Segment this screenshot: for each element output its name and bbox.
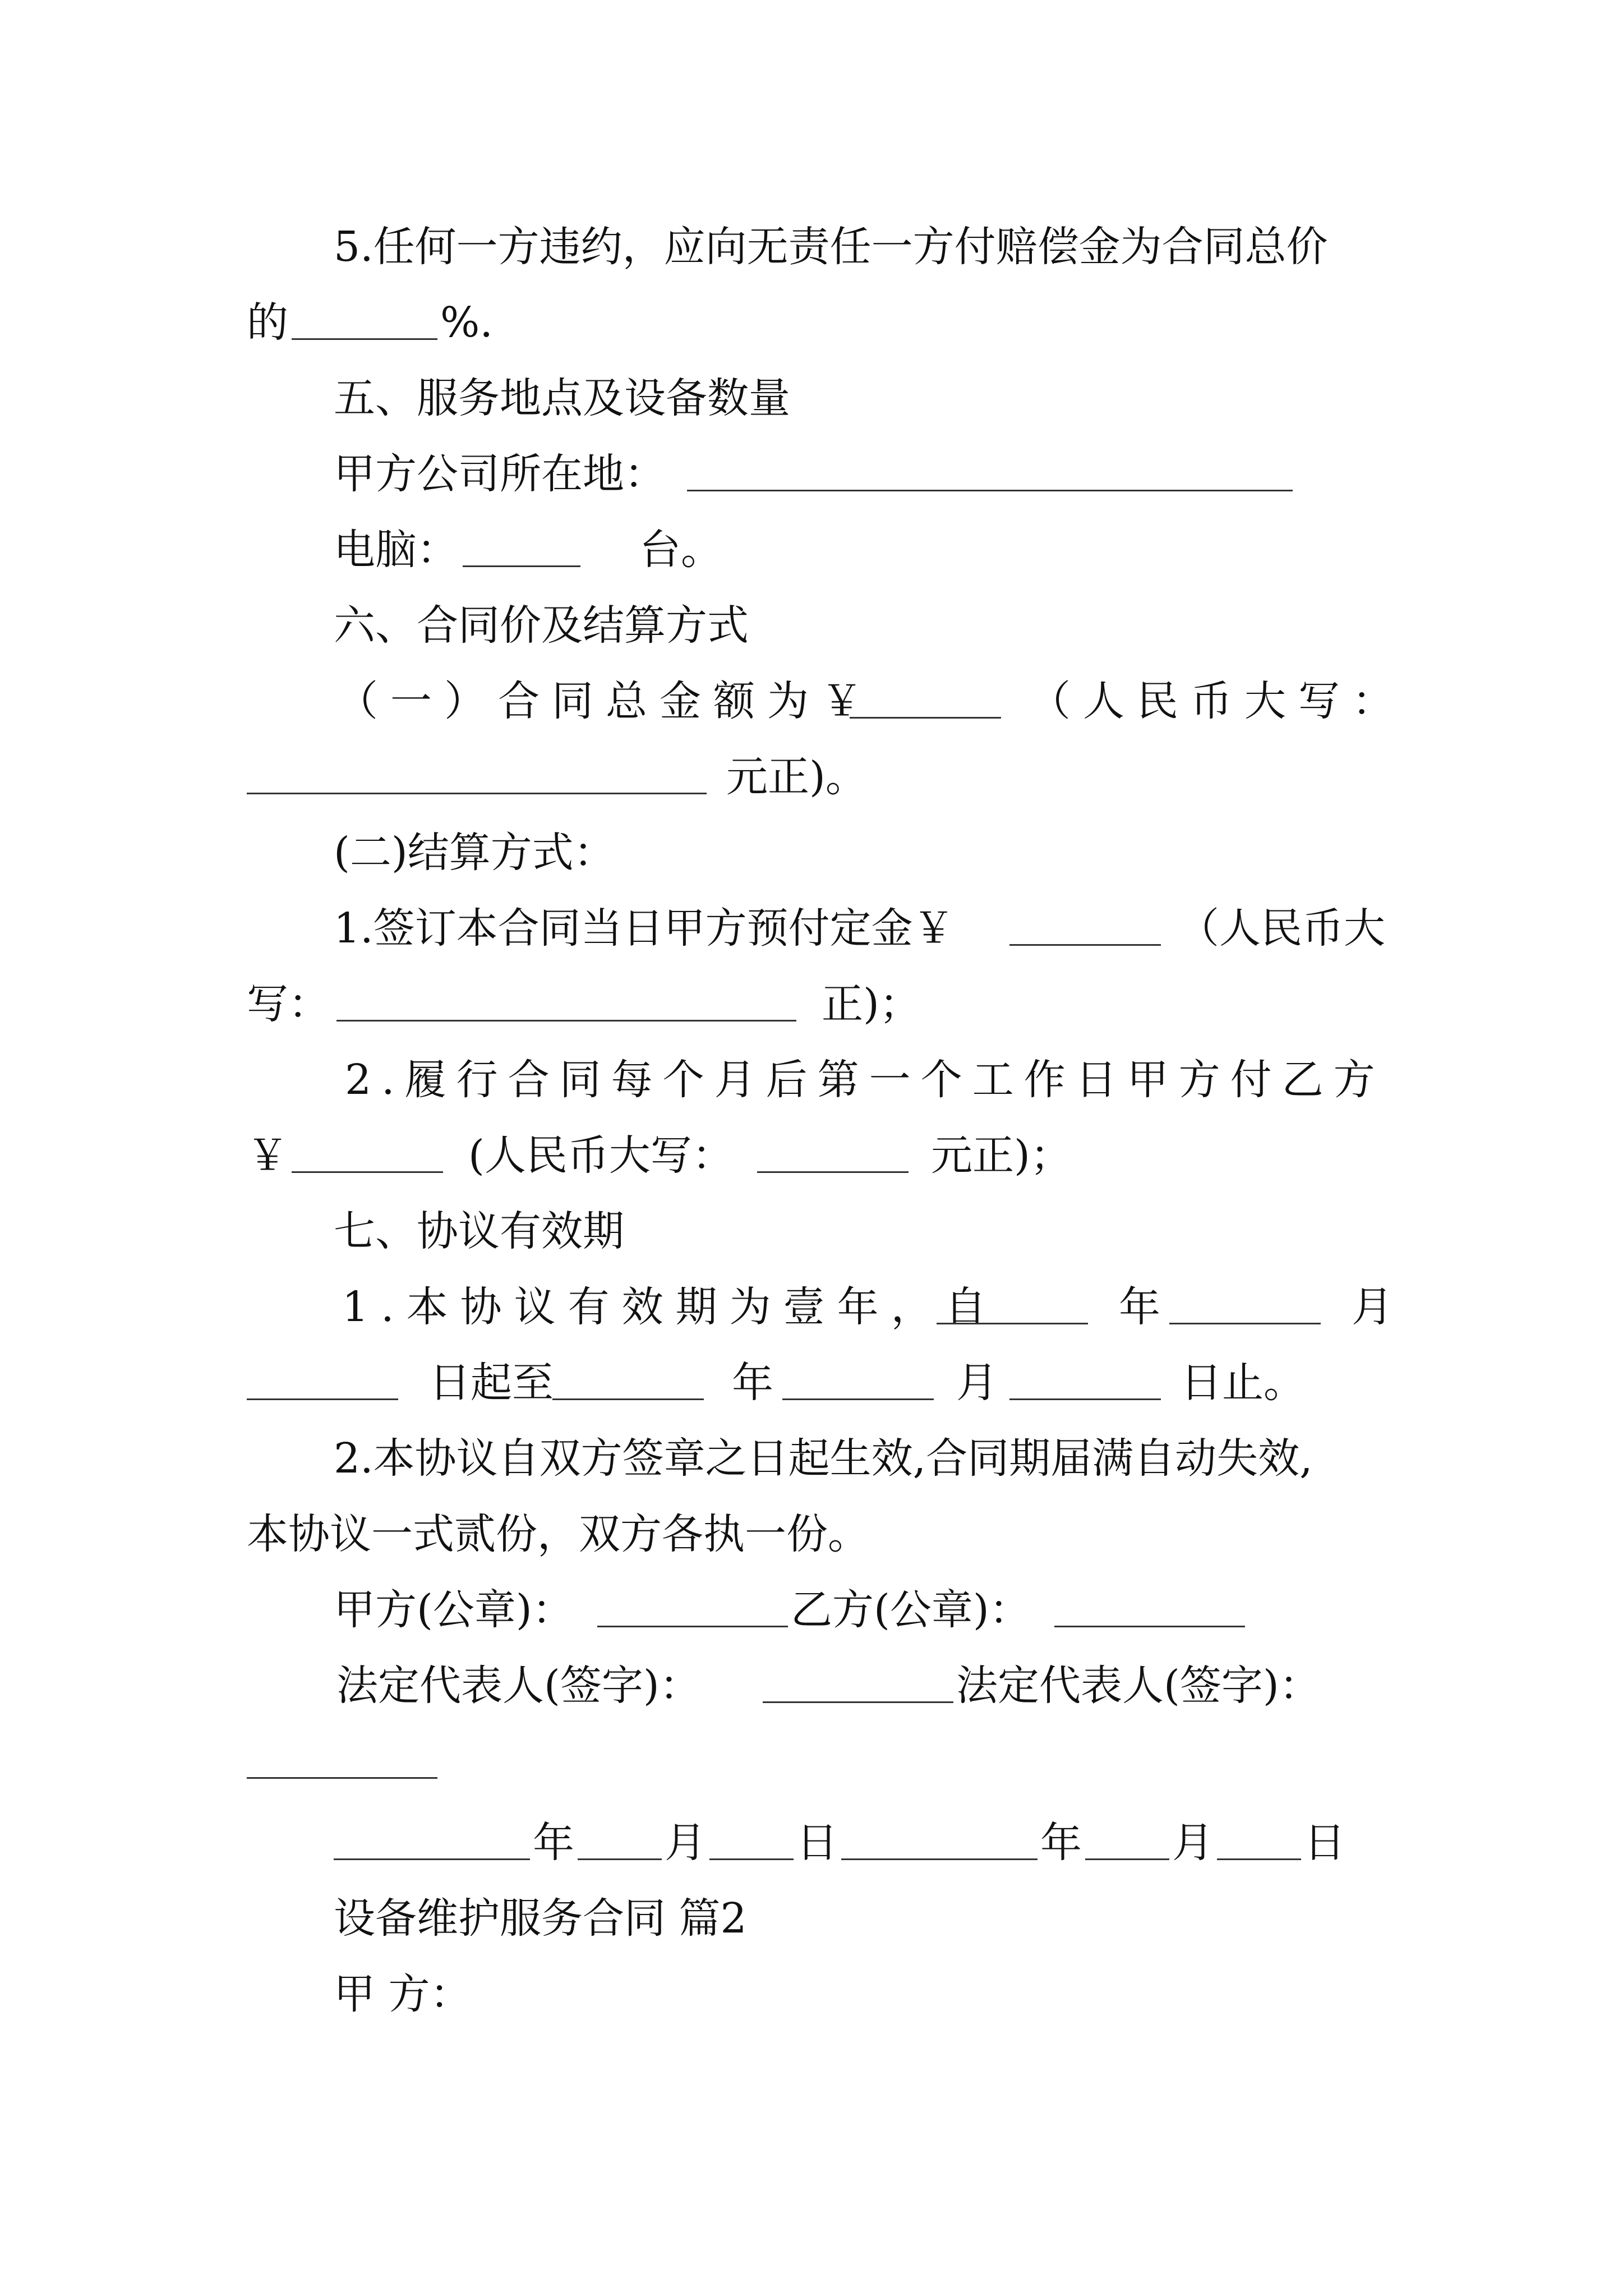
deposit-cont-line	[0, 965, 1623, 1043]
party-b-seal-label: 乙方(公章)：	[791, 1586, 1031, 1634]
party-a-line	[0, 1955, 1623, 2033]
end-year-blank[interactable]	[552, 1398, 704, 1400]
settlement-heading-line	[0, 813, 1623, 892]
percent-sign: %.	[440, 298, 493, 347]
end-day-label: 日止。	[1181, 1359, 1305, 1407]
deposit-cont-label: 写：	[247, 980, 330, 1028]
party-a-month-label: 月	[665, 1819, 706, 1867]
total-amount-blank[interactable]	[850, 717, 1001, 719]
start-day-label: 日起至	[429, 1359, 554, 1407]
end-year-label: 年	[732, 1359, 773, 1407]
end-month-blank[interactable]	[782, 1398, 934, 1400]
validity-line	[0, 1268, 1623, 1346]
party-b-date-day-blank[interactable]	[1217, 1858, 1301, 1860]
party-b-day-label: 日	[1304, 1819, 1345, 1867]
party-b-legal-rep-blank[interactable]	[247, 1777, 437, 1779]
legal-rep-cont-line	[0, 1722, 1623, 1801]
yuan-sign: ￥	[247, 1131, 288, 1180]
party-a-label: 甲 方：	[334, 1970, 472, 2018]
effectiveness-text: 2.本协议自双方签章之日起生效,合同期届满自动失效,	[334, 1434, 1313, 1483]
party-b-seal-blank[interactable]	[1054, 1626, 1245, 1627]
end-day-blank[interactable]	[1009, 1398, 1161, 1400]
section-6-heading-line	[0, 586, 1623, 665]
legal-rep-line	[0, 1646, 1623, 1725]
monthly-words-blank[interactable]	[757, 1171, 909, 1173]
clause-5-text: 5.任何一方违约，应向无责任一方付赔偿金为合同总价	[334, 223, 1328, 271]
clause-5-cont-text: 的	[247, 298, 288, 347]
party-b-date-year-blank[interactable]	[841, 1858, 1038, 1860]
party-a-address-blank[interactable]	[687, 490, 1293, 491]
monthly-payment-line	[0, 1041, 1623, 1119]
section-7-heading: 七、协议有效期	[334, 1207, 624, 1255]
date-line	[0, 1803, 1623, 1882]
monthly-payment-text: 2.履行合同每个月后第一个工作日甲方付乙方	[345, 1056, 1385, 1104]
contract-2-title: 设备维护服务合同 篇2	[334, 1894, 747, 1943]
section-7-heading-line	[0, 1192, 1623, 1271]
monthly-amount-blank[interactable]	[292, 1171, 443, 1173]
party-b-legal-rep-label: 法定代表人(签字)：	[956, 1662, 1321, 1710]
start-year-label: 年	[1119, 1283, 1160, 1331]
party-a-legal-rep-blank[interactable]	[763, 1701, 953, 1703]
clause-5-cont-line	[0, 283, 1623, 362]
contract-2-title-line	[0, 1879, 1623, 1958]
total-amount-cont-line	[0, 738, 1623, 816]
party-a-date-day-blank[interactable]	[709, 1858, 794, 1860]
monthly-payment-cont-line	[0, 1116, 1623, 1195]
end-month-label: 月	[956, 1359, 998, 1407]
total-amount-words-blank[interactable]	[247, 793, 707, 794]
computer-unit: 台。	[639, 526, 722, 574]
total-amount-label: （一）合同总金额为￥	[336, 677, 875, 725]
party-a-seal-label: 甲方(公章)：	[334, 1586, 574, 1634]
deposit-line	[0, 889, 1623, 968]
section-5-heading-line	[0, 359, 1623, 438]
validity-cont-line	[0, 1343, 1623, 1422]
monthly-rmb-label: (人民币大写：	[468, 1131, 734, 1180]
party-a-date-month-blank[interactable]	[578, 1858, 662, 1860]
party-a-legal-rep-label: 法定代表人(签字)：	[336, 1662, 701, 1710]
party-a-seal-blank[interactable]	[597, 1626, 788, 1627]
penalty-percent-blank[interactable]	[292, 338, 437, 340]
party-a-date-year-blank[interactable]	[334, 1858, 530, 1860]
deposit-amount-blank[interactable]	[1009, 944, 1161, 946]
seal-line	[0, 1571, 1623, 1649]
party-a-address-label: 甲方公司所在地：	[334, 450, 666, 498]
deposit-words-blank[interactable]	[336, 1020, 796, 1022]
copies-text: 本协议一式贰份，双方各执一份。	[247, 1510, 869, 1558]
total-amount-suffix: 元正)。	[726, 753, 867, 801]
total-amount-rmb-label: （人民币大写：	[1029, 677, 1406, 725]
start-month-blank[interactable]	[1169, 1323, 1321, 1324]
start-month-label: 月	[1352, 1283, 1393, 1331]
computer-label: 电脑：	[334, 526, 458, 574]
party-b-month-label: 月	[1172, 1819, 1214, 1867]
copies-line	[0, 1495, 1623, 1573]
computer-count-line	[0, 510, 1623, 589]
clause-5-line	[0, 208, 1623, 286]
effectiveness-line	[0, 1419, 1623, 1498]
deposit-suffix: 正)；	[822, 980, 921, 1028]
settlement-heading: (二)结算方式：	[334, 829, 615, 877]
deposit-label: 1.签订本合同当日甲方预付定金￥	[334, 904, 955, 953]
section-5-heading: 五、服务地点及设备数量	[334, 374, 790, 422]
party-b-year-label: 年	[1040, 1819, 1082, 1867]
start-year-blank[interactable]	[937, 1323, 1088, 1324]
total-amount-line	[0, 662, 1623, 740]
party-b-date-month-blank[interactable]	[1085, 1858, 1169, 1860]
computer-count-blank[interactable]	[463, 565, 580, 567]
party-a-address-line	[0, 435, 1623, 513]
section-6-heading: 六、合同价及结算方式	[334, 601, 749, 650]
party-a-year-label: 年	[533, 1819, 574, 1867]
monthly-suffix: 元正)；	[931, 1131, 1072, 1180]
start-day-blank[interactable]	[247, 1398, 398, 1400]
deposit-rmb-label: （人民币大	[1178, 904, 1385, 953]
party-a-day-label: 日	[796, 1819, 838, 1867]
validity-label: 1.本协议有效期为壹年，自	[342, 1283, 999, 1331]
